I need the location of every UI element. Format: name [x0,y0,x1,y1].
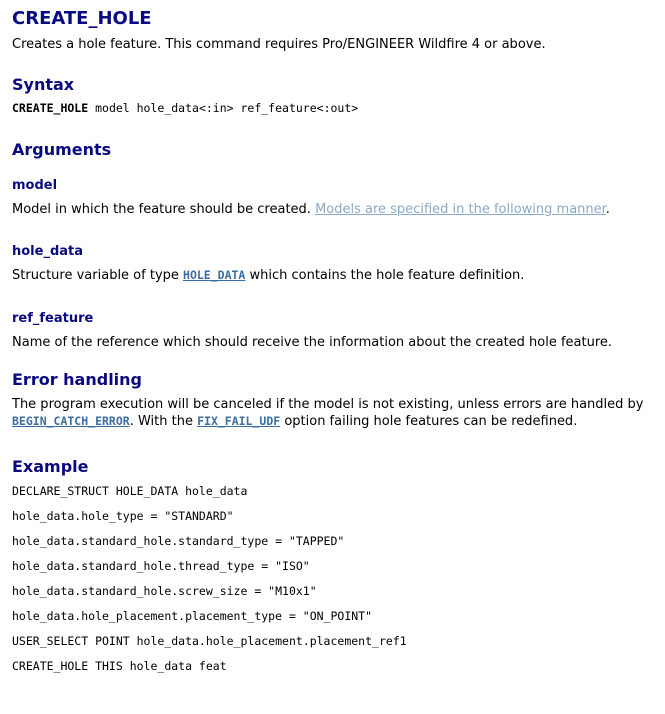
models-specification-link[interactable]: Models are specified in the following manner [315,202,606,217]
fix-fail-udf-link[interactable]: FIX_FAIL_UDF [197,414,281,428]
code-line: DECLARE_STRUCT HOLE_DATA hole_data [12,484,248,498]
argument-desc-model: Model in which the feature should be created. Models are specified in the following manner. [12,202,610,217]
code-line: hole_data.standard_hole.standard_type = "TAPPED" [12,534,345,548]
code-line: USER_SELECT POINT hole_data.hole_placement.placement_ref1 [12,634,407,648]
syntax-heading: Syntax [12,75,75,94]
example-heading: Example [12,457,89,476]
arguments-heading: Arguments [12,140,112,159]
command-description: Creates a hole feature. This command requires Pro/ENGINEER Wildfire 4 or above. [12,37,546,52]
begin-catch-error-link[interactable]: BEGIN_CATCH_ERROR [12,414,130,428]
error-handling-text: The program execution will be canceled if the model is not existing, unless errors are handled by BEGIN_CATCH_ERROR. With the FIX_FAIL_UDF option failing hole features can be redefined. [12,397,644,429]
argument-name-model: model [12,178,58,193]
code-line: hole_data.standard_hole.thread_type = "ISO" [12,559,310,573]
error-handling-heading: Error handling [12,370,143,389]
code-line: hole_data.hole_type = "STANDARD" [12,509,234,523]
argument-name-ref-feature: ref_feature [12,311,94,326]
syntax-command: CREATE_HOLE [12,101,89,115]
syntax-params: model hole_data<:in> ref_feature<:out> [88,101,359,115]
hole-data-type-link[interactable]: HOLE_DATA [183,268,246,282]
argument-name-hole-data: hole_data [12,244,84,259]
syntax-line [12,100,653,116]
code-line: CREATE_HOLE THIS hole_data feat [12,659,227,673]
code-line: hole_data.standard_hole.screw_size = "M10x1" [12,584,317,598]
page-title: CREATE_HOLE [12,8,152,29]
argument-desc-ref-feature: Name of the reference which should receive the information about the created hole feature. [12,335,613,350]
example-code-block [12,484,653,684]
argument-desc-hole-data: Structure variable of type HOLE_DATA which contains the hole feature definition. [12,268,525,283]
code-line: hole_data.hole_placement.placement_type = "ON_POINT" [12,609,373,623]
